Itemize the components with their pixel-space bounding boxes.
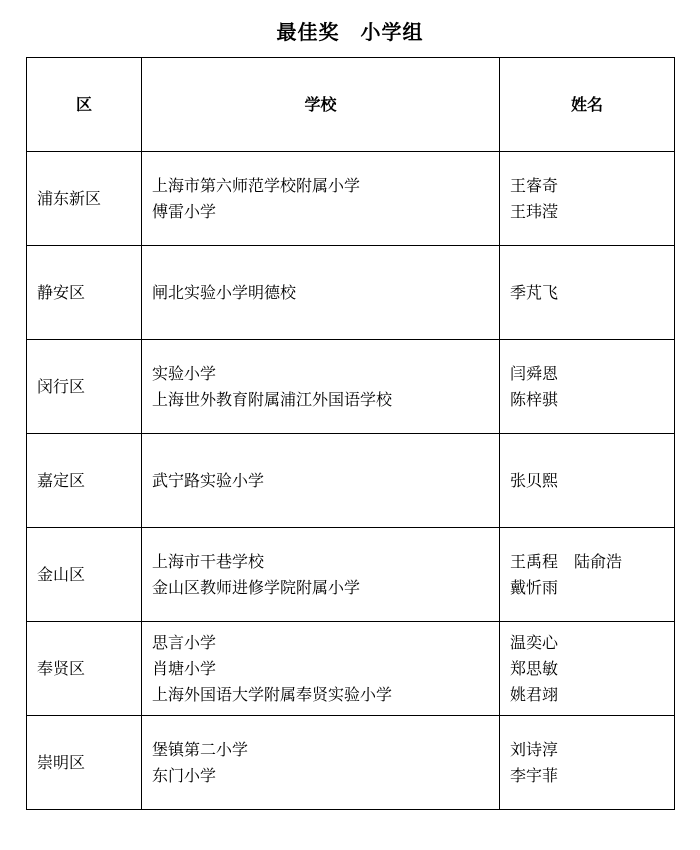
student-name: 戴忻雨 xyxy=(510,577,559,597)
student-name: 刘诗淳 xyxy=(510,739,559,759)
district-cell: 金山区 xyxy=(27,528,142,622)
student-name: 温奕心 xyxy=(510,632,559,652)
district-cell: 崇明区 xyxy=(27,716,142,810)
student-name-cell xyxy=(500,246,675,340)
school-name: 实验小学 xyxy=(152,363,217,383)
student-name-cell xyxy=(500,528,675,622)
header-district: 区 xyxy=(27,58,142,152)
table-row xyxy=(27,246,675,340)
school-name: 上海市第六师范学校附属小学 xyxy=(152,175,361,195)
school-cell xyxy=(142,152,500,246)
student-name-cell xyxy=(500,152,675,246)
school-cell xyxy=(142,246,500,340)
student-name-cell xyxy=(500,622,675,716)
school-name: 武宁路实验小学 xyxy=(152,470,265,490)
student-name: 王玮滢 xyxy=(510,201,559,221)
school-name: 思言小学 xyxy=(152,632,217,652)
school-name: 堡镇第二小学 xyxy=(152,739,249,759)
school-name: 上海外国语大学附属奉贤实验小学 xyxy=(152,684,393,704)
table-row xyxy=(27,340,675,434)
student-name: 郑思敏 xyxy=(510,658,559,678)
student-name-cell xyxy=(500,716,675,810)
table-row xyxy=(27,622,675,716)
school-cell xyxy=(142,528,500,622)
student-name: 陈梓骐 xyxy=(510,389,559,409)
student-name: 季芃飞 xyxy=(510,282,559,302)
table-body xyxy=(27,152,675,810)
table-header-row xyxy=(27,58,675,152)
district-cell: 闵行区 xyxy=(27,340,142,434)
student-name: 李宇菲 xyxy=(510,765,559,785)
student-name: 王睿奇 xyxy=(510,175,559,195)
student-name: 姚君翊 xyxy=(510,684,559,704)
school-name: 上海市干巷学校 xyxy=(152,551,265,571)
table-row xyxy=(27,716,675,810)
school-name: 东门小学 xyxy=(152,765,217,785)
school-cell xyxy=(142,434,500,528)
school-name: 上海世外教育附属浦江外国语学校 xyxy=(152,389,393,409)
student-name: 王禹程 陆俞浩 xyxy=(510,551,623,571)
school-name: 金山区教师进修学院附属小学 xyxy=(152,577,361,597)
table-row xyxy=(27,528,675,622)
table-row xyxy=(27,434,675,528)
student-name: 闫舜恩 xyxy=(510,363,559,383)
district-cell: 嘉定区 xyxy=(27,434,142,528)
district-cell: 浦东新区 xyxy=(27,152,142,246)
school-name: 闸北实验小学明德校 xyxy=(152,282,297,302)
header-name: 姓名 xyxy=(500,58,675,152)
awards-table xyxy=(26,57,675,810)
student-name-cell xyxy=(500,434,675,528)
district-cell: 奉贤区 xyxy=(27,622,142,716)
school-cell xyxy=(142,716,500,810)
student-name-cell xyxy=(500,340,675,434)
school-cell xyxy=(142,622,500,716)
page-title: 最佳奖 小学组 xyxy=(276,20,424,44)
student-name: 张贝熙 xyxy=(510,470,559,490)
district-cell: 静安区 xyxy=(27,246,142,340)
table-row xyxy=(27,152,675,246)
school-name: 傅雷小学 xyxy=(152,201,217,221)
school-cell xyxy=(142,340,500,434)
school-name: 肖塘小学 xyxy=(152,658,217,678)
header-school: 学校 xyxy=(142,58,500,152)
